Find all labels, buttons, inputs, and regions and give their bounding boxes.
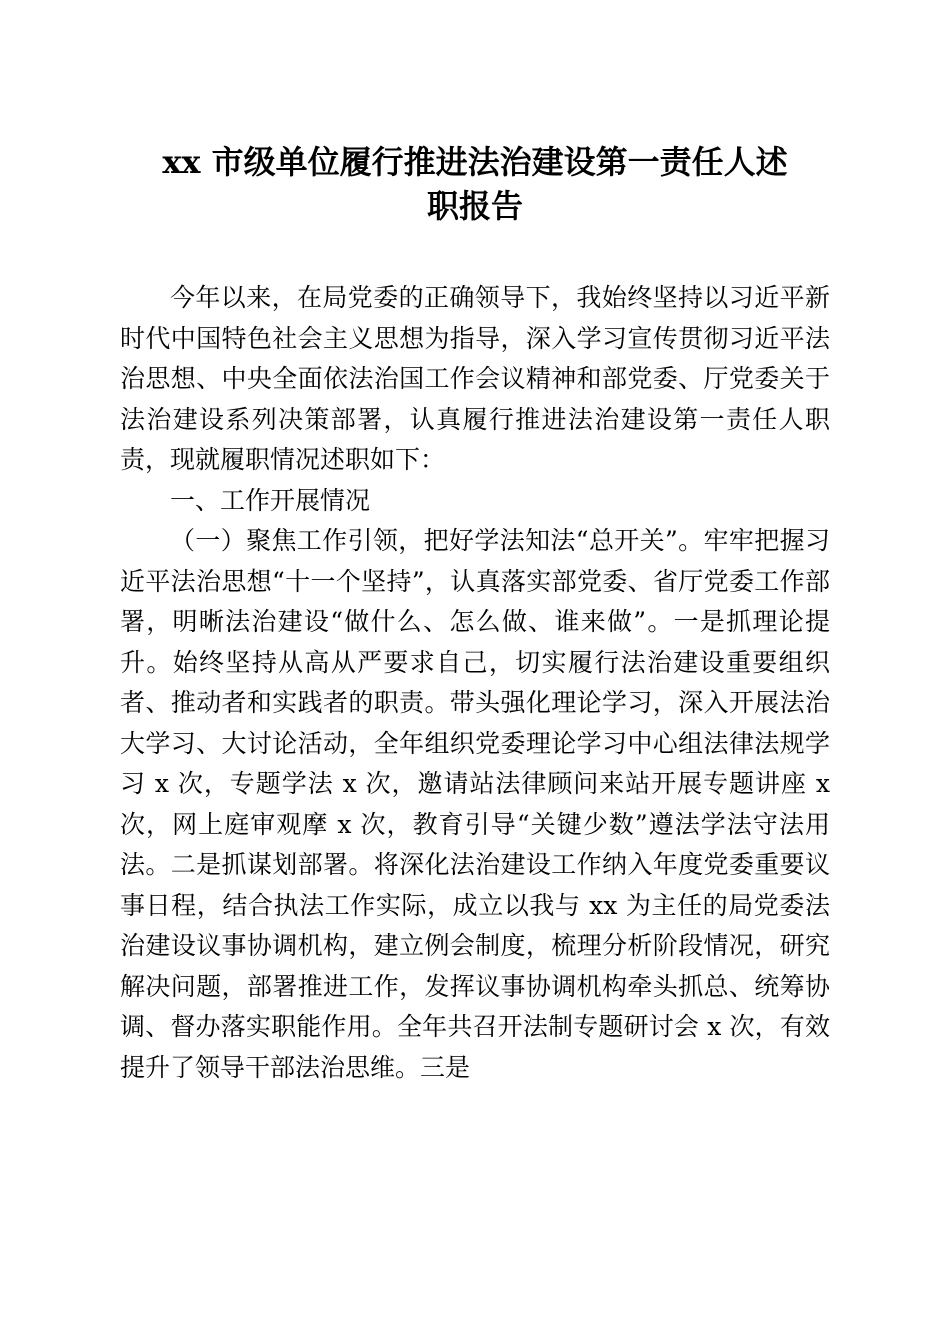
document-title bbox=[100, 140, 850, 228]
title-line-1: xx 市级单位履行推进法治建设第一责任人述 bbox=[162, 143, 788, 181]
body-paragraph: （一）聚焦工作引领，把好学法知法“总开关”。牢牢把握习近平法治思想“十一个坚持”，认真落实部党委、省厅党委工作部署，明晰法治建设“做什么、怎么做、谁来做”。一是抓理论提升。始终坚持从高从严要求自己，切实履行法治建设重要组织者、推动者和实践者的职责。带头强化理论学习，深入开展法治大学习、大讨论活动，全年组织党委理论学习中心组法律法规学习 x 次，专题学法 x 次，邀请站法律顾问来站开展专题讲座 x 次，网上庭审观摩 x 次，教育引导“关键少数”遵法学法守法用法。二是抓谋划部署。将深化法治建设工作纳入年度党委重要议事日程，结合执法工作实际，成立以我与 xx 为主任的局党委法治建设议事协调机构，建立例会制度，梳理分析阶段情况，研究解决问题，部署推进工作，发挥议事协调机构牵头抓总、统筹协调、督办落实职能作用。全年共召开法制专题研讨会 x 次，有效提升了领导干部法治思维。三是 bbox=[120, 526, 830, 1082]
title-line-2: 职报告 bbox=[426, 187, 523, 225]
document-body bbox=[120, 278, 830, 1088]
section-heading: 一、工作开展情况 bbox=[170, 485, 371, 515]
intro-paragraph: 今年以来，在局党委的正确领导下，我始终坚持以习近平新时代中国特色社会主义思想为指导，深入学习宣传贯彻习近平法治思想、中央全面依法治国工作会议精神和部党委、厅党委关于法治建设系列决策部署，认真履行推进法治建设第一责任人职责，现就履职情况述职如下： bbox=[120, 283, 830, 474]
